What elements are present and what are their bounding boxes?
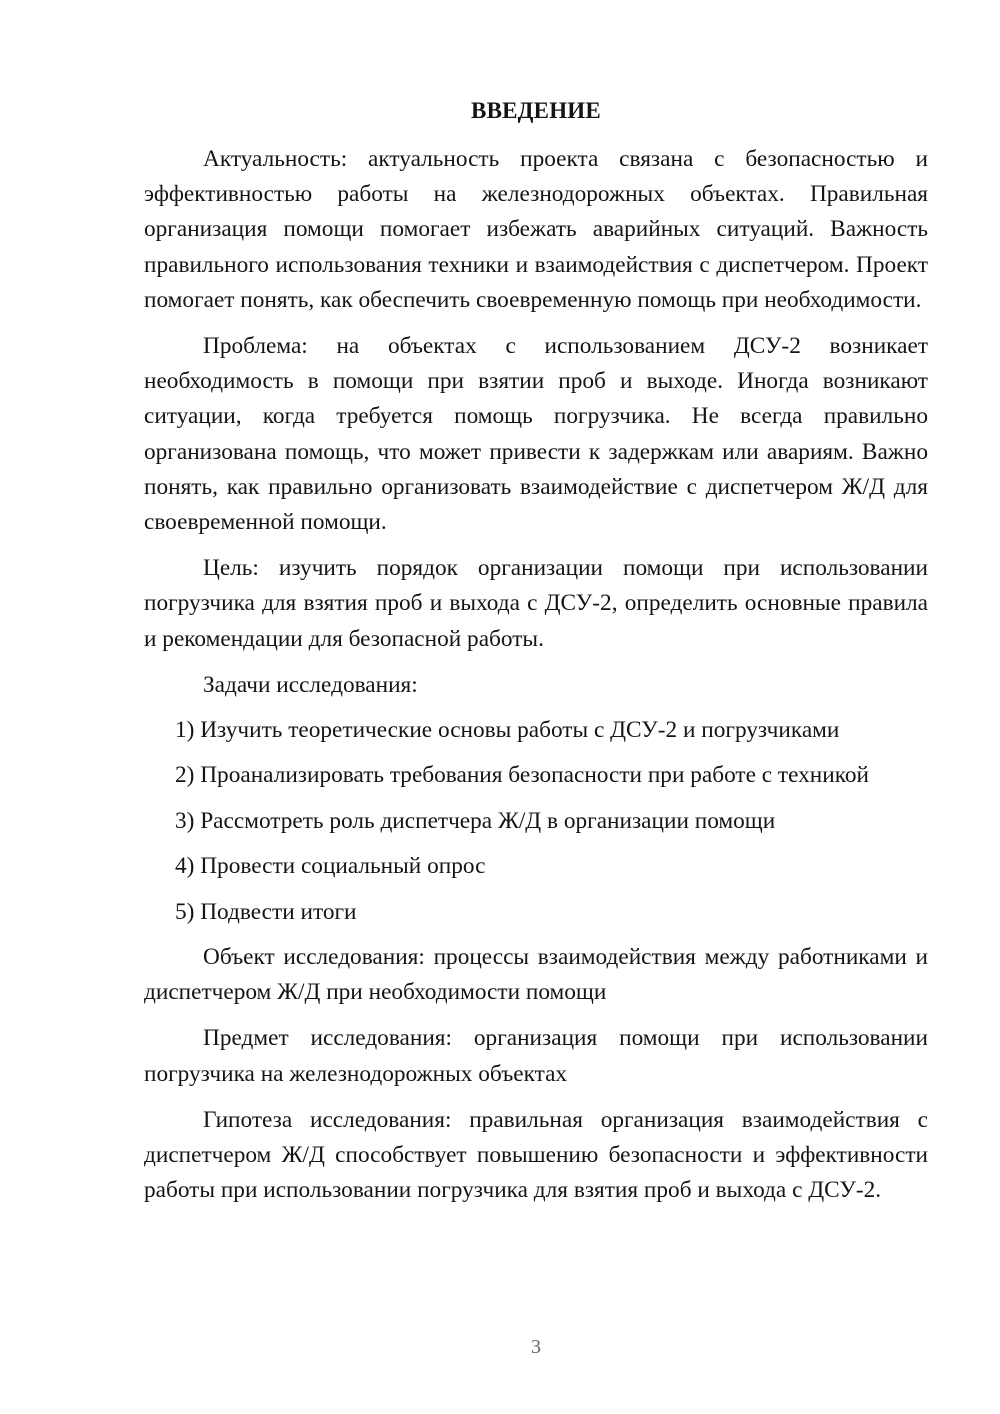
- problem-paragraph: Проблема: на объектах с использованием ДСУ-2 возникает необходимость в помощи при взятии проб и выходе. Иногда возникают ситуации, когда требуется помощь погрузчика. Не всегда правильно организована помощь, что может привести к задержкам или авариям. Важно понять, как правильно организовать взаимодействие с диспетчером Ж/Д для своевременной помощи.: [144, 333, 928, 536]
- page-number: 3: [531, 1336, 541, 1358]
- list-item: 4) Провести социальный опрос: [175, 853, 486, 880]
- list-item: 3) Рассмотреть роль диспетчера Ж/Д в организации помощи: [175, 807, 776, 834]
- list-item: 2) Проанализировать требования безопасности при работе с техникой: [175, 762, 869, 789]
- page-title: ВВЕДЕНИЕ: [471, 98, 601, 123]
- list-item: 1) Изучить теоретические основы работы с ДСУ-2 и погрузчиками: [175, 717, 840, 744]
- subject-paragraph: Предмет исследования: организация помощи при использовании погрузчика на железнодорожных объектах: [144, 1025, 928, 1087]
- tasks-list: [144, 713, 928, 930]
- document-body: [144, 142, 928, 1219]
- tasks-heading: Задачи исследования:: [203, 671, 418, 698]
- goal-paragraph: Цель: изучить порядок организации помощи при использовании погрузчика для взятия проб и выхода с ДСУ-2, определить основные правила и рекомендации для безопасной работы.: [144, 555, 928, 652]
- list-item: 5) Подвести итоги: [175, 898, 357, 925]
- hypothesis-paragraph: Гипотеза исследования: правильная организация взаимодействия с диспетчером Ж/Д способствует повышению безопасности и эффективности работы при использовании погрузчика для взятия проб и выхода с ДСУ-2.: [144, 1106, 928, 1204]
- object-paragraph: Объект исследования: процессы взаимодействия между работниками и диспетчером Ж/Д при необходимости помощи: [144, 944, 928, 1006]
- relevance-paragraph: Актуальность: актуальность проекта связана с безопасностью и эффективностью работы на железнодорожных объектах. Правильная организация помощи помогает избежать аварийных ситуаций. Важность правильного использования техники и взаимодействия с диспетчером. Проект помогает понять, как обеспечить своевременную помощь при необходимости.: [144, 146, 928, 313]
